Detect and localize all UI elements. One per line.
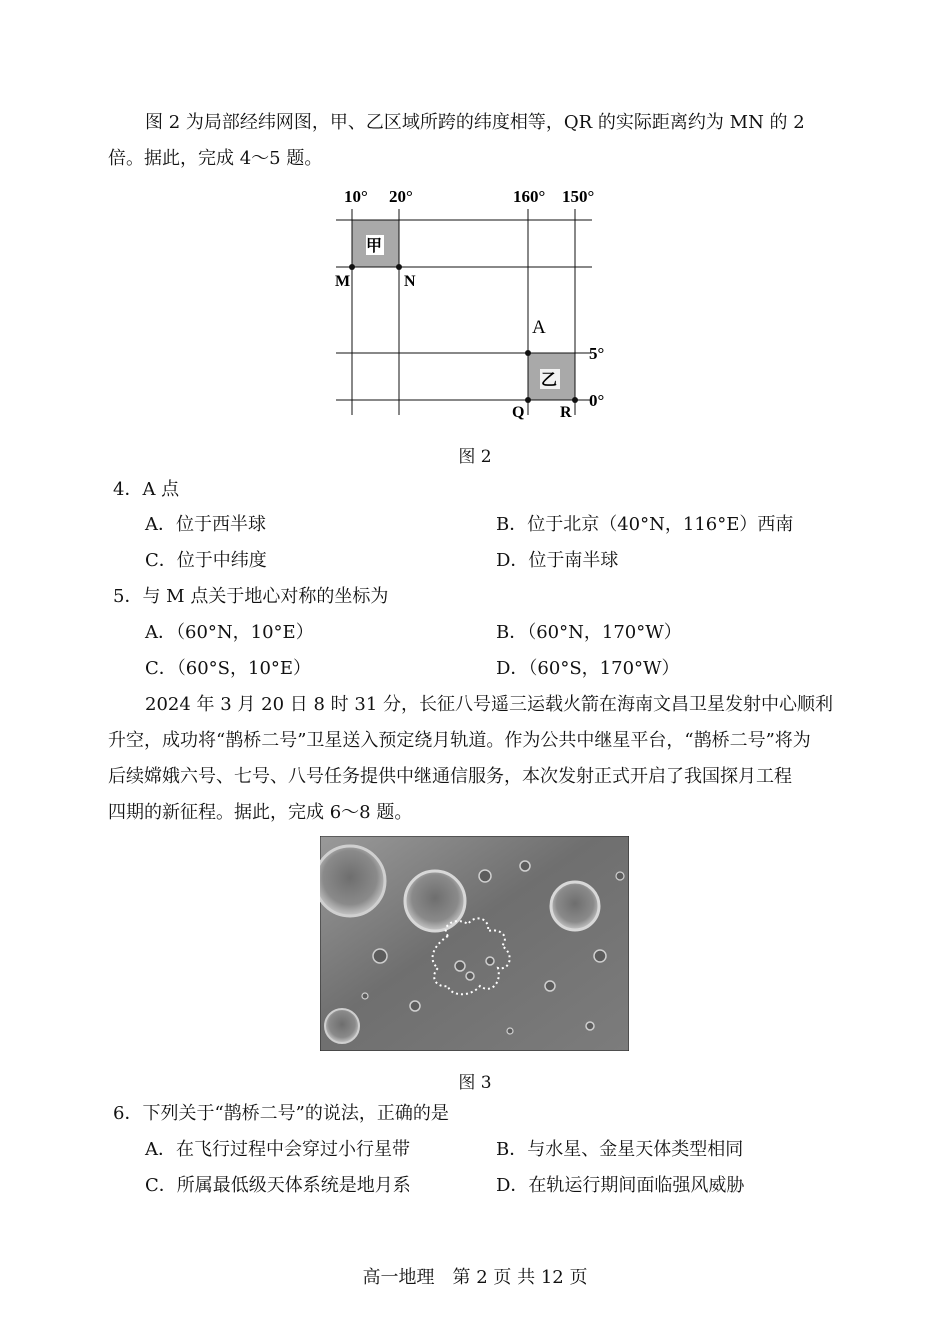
lon-label-10: 10°	[344, 187, 368, 206]
q4-option-b: B．位于北京（40°N，116°E）西南	[496, 514, 794, 535]
lon-label-20: 20°	[389, 187, 413, 206]
page-footer: 高一地理 第 2 页 共 12 页	[362, 1267, 588, 1288]
q4-option-d: D．位于南半球	[496, 550, 619, 571]
figure-2-grid-map	[330, 183, 620, 423]
figure-2-caption: 图 2	[458, 447, 492, 467]
q5-option-d: D．（60°S，170°W）	[496, 658, 680, 679]
figure-3-lunar-surface	[320, 836, 629, 1051]
intro2-line-3: 后续嫦娥六号、七号、八号任务提供中继通信服务，本次发射正式开启了我国探月工程	[108, 766, 792, 787]
point-A-dot	[525, 350, 531, 356]
point-N-dot	[396, 264, 402, 270]
q4-stem: 4．A 点	[113, 479, 180, 500]
lat-label-0: 0°	[589, 391, 605, 410]
region-jia-label: 甲	[366, 238, 383, 255]
q6-option-c: C．所属最低级天体系统是地月系	[145, 1175, 411, 1196]
q4-option-c: C．位于中纬度	[145, 550, 267, 571]
region-yi-label: 乙	[541, 372, 558, 389]
q4-option-a: A．位于西半球	[145, 514, 266, 535]
intro-line-1: 图 2 为局部经纬网图，甲、乙区域所跨的纬度相等，QR 的实际距离约为 MN 的 2	[145, 112, 805, 133]
q6-option-d: D．在轨运行期间面临强风威胁	[496, 1175, 745, 1196]
point-A-label: A	[532, 317, 546, 338]
lon-label-150: 150°	[562, 187, 595, 206]
figure-3-caption: 图 3	[458, 1073, 492, 1093]
lon-label-160: 160°	[513, 187, 546, 206]
q6-stem: 6．下列关于“鹊桥二号”的说法，正确的是	[113, 1103, 449, 1124]
q5-option-a: A．（60°N，10°E）	[145, 622, 314, 643]
intro2-line-2: 升空，成功将“鹊桥二号”卫星送入预定绕月轨道。作为公共中继星平台，“鹊桥二号”将为	[108, 730, 811, 751]
q5-option-c: C．（60°S，10°E）	[145, 658, 312, 679]
point-R-dot	[572, 397, 578, 403]
intro-line-2: 倍。据此，完成 4～5 题。	[108, 148, 323, 169]
q5-stem: 5．与 M 点关于地心对称的坐标为	[113, 586, 389, 607]
q6-option-a: A．在飞行过程中会穿过小行星带	[145, 1139, 410, 1160]
intro2-line-4: 四期的新征程。据此，完成 6～8 题。	[108, 802, 413, 823]
point-Q-label: Q	[512, 404, 525, 421]
lat-label-5: 5°	[589, 344, 605, 363]
point-Q-dot	[525, 397, 531, 403]
q6-option-b: B．与水星、金星天体类型相同	[496, 1139, 744, 1160]
point-M-dot	[349, 264, 355, 270]
point-R-label: R	[560, 404, 572, 421]
point-M-label: M	[335, 273, 351, 290]
point-N-label: N	[404, 273, 416, 290]
q5-option-b: B．（60°N，170°W）	[496, 622, 682, 643]
intro2-line-1: 2024 年 3 月 20 日 8 时 31 分，长征八号遥三运载火箭在海南文昌卫星发射中心顺利	[145, 694, 834, 715]
